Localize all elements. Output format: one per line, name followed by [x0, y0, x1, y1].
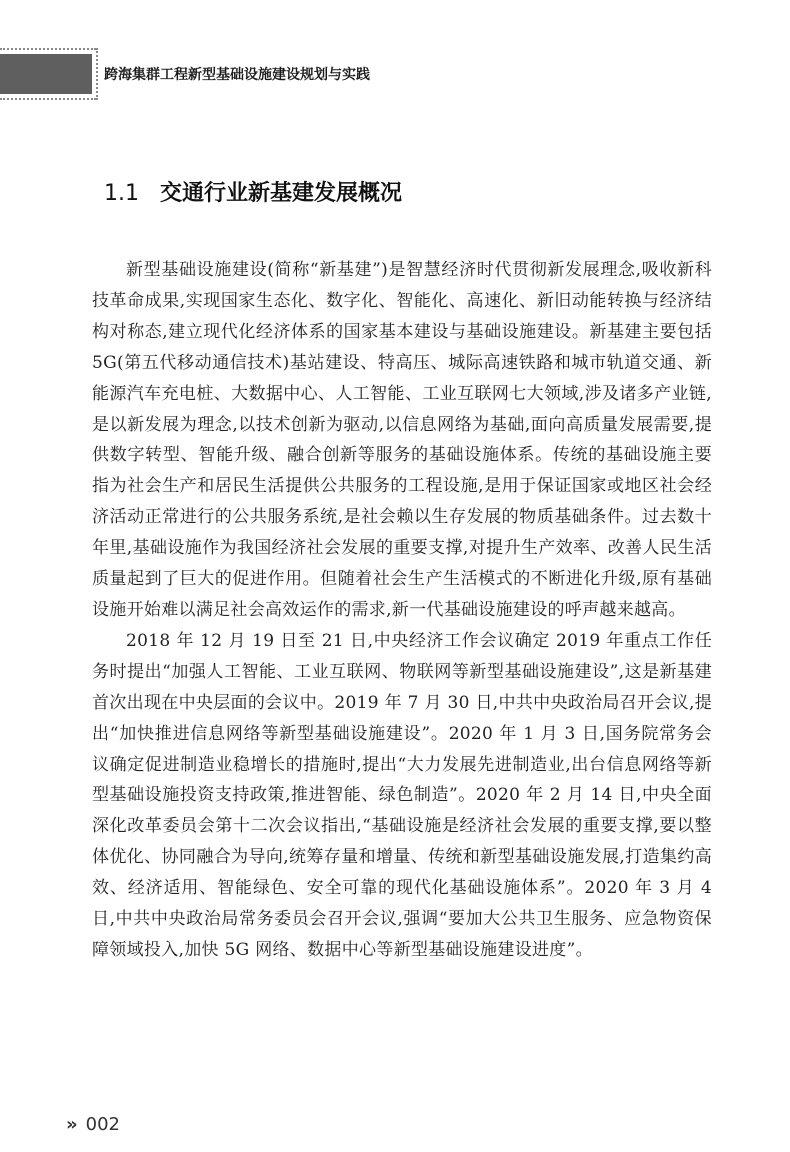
- section-number: 1.1: [104, 181, 139, 206]
- page-footer: [66, 1114, 120, 1135]
- header-dotted-rule-top: [0, 48, 96, 50]
- section-title: 交通行业新基建发展概况: [160, 181, 403, 206]
- header-dotted-rule-vertical: [96, 48, 98, 100]
- section-heading: [104, 176, 402, 207]
- body-text: [92, 255, 712, 966]
- page-number: 002: [85, 1114, 120, 1135]
- double-chevron-icon: »: [66, 1114, 78, 1135]
- running-header: [0, 0, 790, 100]
- paragraph: 2018 年 12 月 19 日至 21 日,中央经济工作会议确定 2019 年重点工作任务时提出“加强人工智能、工业互联网、物联网等新型基础设施建设”,这是新基建首次出现在中央层面的会议中。2019 年 7 月 30 日,中共中央政治局召开会议,提出“加快推进信息网络等新型基础设施建设”。2020 年 1 月 3 日,国务院常务会议确定促进制造业稳增长的措施时,提出“大力发展先进制造业,出台信息网络等新型基础设施投资支持政策,推进智能、绿色制造”。2020 年 2 月 14 日,中央全面深化改革委员会第十二次会议指出,“基础设施是经济社会发展的重要支撑,要以整体优化、协同融合为导向,统筹存量和增量、传统和新型基础设施发展,打造集约高效、经济适用、智能绿色、安全可靠的现代化基础设施体系”。2020 年 3 月 4 日,中共中央政治局常务委员会召开会议,强调“要加大公共卫生服务、应急物资保障领域投入,加快 5G 网络、数据中心等新型基础设施建设进度”。: [92, 630, 712, 960]
- header-dotted-rule-bottom: [0, 98, 96, 100]
- book-title: 跨海集群工程新型基础设施建设规划与实践: [104, 67, 370, 83]
- paragraph: 新型基础设施建设(简称“新基建”)是智慧经济时代贯彻新发展理念,吸收新科技革命成果,实现国家生态化、数字化、智能化、高速化、新旧动能转换与经济结构对称态,建立现代化经济体系的国家基本建设与基础设施建设。新基建主要包括5G(第五代移动通信技术)基站建设、特高压、城际高速铁路和城市轨道交通、新能源汽车充电桩、大数据中心、人工智能、工业互联网七大领域,涉及诸多产业链,是以新发展为理念,以技术创新为驱动,以信息网络为基础,面向高质量发展需要,提供数字转型、智能升级、融合创新等服务的基础设施体系。传统的基础设施主要指为社会生产和居民生活提供公共服务的工程设施,是用于保证国家或地区社会经济活动正常进行的公共服务系统,是社会赖以生存发展的物质基础条件。过去数十年里,基础设施作为我国经济社会发展的重要支撑,对提升生产效率、改善人民生活质量起到了巨大的促进作用。但随着社会生产生活模式的不断进化升级,原有基础设施开始难以满足社会高效运作的需求,新一代基础设施建设的呼声越来越高。: [92, 260, 712, 620]
- header-gray-block: [0, 54, 92, 94]
